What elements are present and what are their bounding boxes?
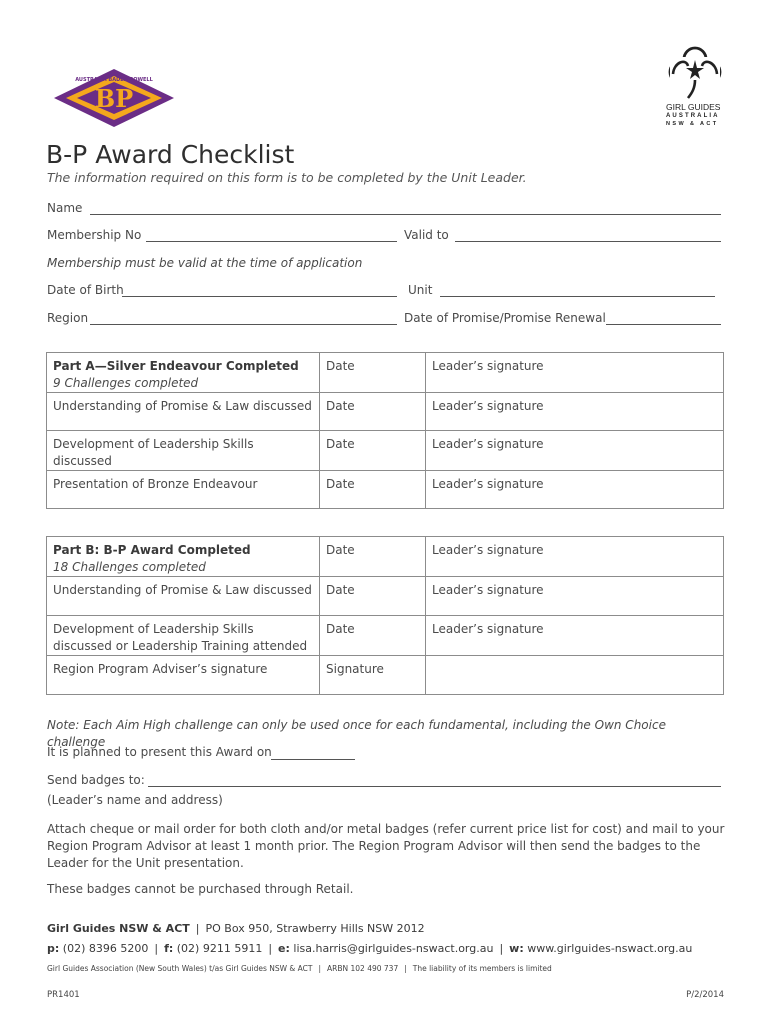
attach-paragraph: Attach cheque or mail order for both cloth and/or metal badges (refer current price list for cost) and mail to your Region Program Advisor at least 1 month prior. The Region Program Advisor will then send the badges to the Leader for the Unit presentation. bbox=[47, 822, 725, 870]
legal-name: Girl Guides Association (New South Wales) t/as Girl Guides NSW & ACT bbox=[47, 964, 313, 973]
name-field[interactable] bbox=[90, 214, 721, 215]
part-a-signature-cell[interactable]: Leader’s signature bbox=[426, 353, 724, 393]
send-badges-label: Send badges to: bbox=[47, 773, 145, 787]
footer-address-line: Girl Guides NSW & ACT | PO Box 950, Strawberry Hills NSW 2012 bbox=[47, 922, 425, 935]
signature-cell[interactable]: Leader’s signature bbox=[426, 616, 724, 656]
part-b-signature-cell[interactable]: Leader’s signature bbox=[426, 537, 724, 577]
signature-cell[interactable]: Leader’s signature bbox=[426, 577, 724, 616]
signature-cell[interactable]: Leader’s signature bbox=[426, 431, 724, 471]
fax-label: f: bbox=[164, 942, 174, 955]
girl-guides-wordmark bbox=[666, 102, 726, 128]
form-version: P/2/2014 bbox=[686, 990, 724, 1000]
date-cell[interactable]: Date bbox=[320, 616, 426, 656]
signature-cell[interactable]: Leader’s signature bbox=[426, 471, 724, 509]
footer-org: Girl Guides NSW & ACT bbox=[47, 922, 190, 935]
aim-high-note: Note: Each Aim High challenge can only be used once for each fundamental, including the Own Choice challenge bbox=[47, 718, 666, 749]
part-a-subtitle: 9 Challenges completed bbox=[53, 376, 199, 390]
table-row bbox=[47, 577, 724, 616]
table-row bbox=[47, 393, 724, 431]
part-b-date-cell[interactable]: Date bbox=[320, 537, 426, 577]
membership-no-label: Membership No bbox=[47, 228, 142, 242]
promise-date-label: Date of Promise/Promise Renewal bbox=[404, 311, 606, 325]
empty-cell[interactable] bbox=[426, 656, 724, 695]
footer-legal-line: Girl Guides Association (New South Wales) t/as Girl Guides NSW & ACT | ARBN 102 490 737 | The liability of its members is limited bbox=[47, 964, 552, 973]
date-cell[interactable]: Date bbox=[320, 393, 426, 431]
leader-address-label: (Leader’s name and address) bbox=[47, 793, 223, 807]
dob-field[interactable] bbox=[122, 296, 397, 297]
org-region: NSW & ACT bbox=[666, 121, 719, 127]
region-label: Region bbox=[47, 311, 89, 325]
footer-contact-line: p: (02) 8396 5200 | f: (02) 9211 5911 | e: lisa.harris@girlguides-nswact.org.au | w: www.girlguides-nswact.org.au bbox=[47, 942, 693, 955]
signature-cell[interactable]: Leader’s signature bbox=[426, 393, 724, 431]
part-a-header-cell bbox=[47, 353, 320, 393]
table-row bbox=[47, 656, 724, 695]
send-badges-field[interactable] bbox=[148, 786, 721, 787]
bp-ring-text: AUSTRALIA BADEN POWELL bbox=[75, 77, 153, 83]
bp-award-logo bbox=[50, 67, 178, 129]
email-label: e: bbox=[278, 942, 290, 955]
phone-value: (02) 8396 5200 bbox=[62, 942, 149, 955]
date-cell[interactable]: Date bbox=[320, 471, 426, 509]
planned-label: It is planned to present this Award on bbox=[47, 745, 272, 759]
web-label: w: bbox=[509, 942, 524, 955]
form-code: PR1401 bbox=[47, 990, 80, 1000]
row-label: Presentation of Bronze Endeavour bbox=[47, 471, 320, 509]
bp-initials: BP bbox=[94, 84, 134, 113]
part-b-subtitle: 18 Challenges completed bbox=[53, 560, 206, 574]
row-label: Region Program Adviser’s signature bbox=[47, 656, 320, 695]
part-b-header-row bbox=[47, 537, 724, 577]
legal-liability: The liability of its members is limited bbox=[412, 964, 552, 973]
valid-to-label: Valid to bbox=[404, 228, 449, 242]
row-label: Development of Leadership Skills discussed bbox=[47, 431, 320, 471]
membership-no-field[interactable] bbox=[146, 241, 397, 242]
org-name: GIRL GUIDES bbox=[666, 102, 721, 112]
web-link[interactable]: www.girlguides-nswact.org.au bbox=[527, 942, 693, 955]
dob-label: Date of Birth bbox=[47, 283, 124, 297]
table-row bbox=[47, 616, 724, 656]
promise-date-field[interactable] bbox=[606, 324, 721, 325]
page-title: B-P Award Checklist bbox=[46, 140, 295, 169]
part-a-date-cell[interactable]: Date bbox=[320, 353, 426, 393]
table-row bbox=[47, 471, 724, 509]
retail-note: These badges cannot be purchased through Retail. bbox=[47, 882, 354, 896]
membership-note: Membership must be valid at the time of application bbox=[47, 256, 363, 270]
region-signature-cell[interactable]: Signature bbox=[320, 656, 426, 695]
name-label: Name bbox=[47, 201, 83, 215]
table-row bbox=[47, 431, 724, 471]
unit-field[interactable] bbox=[440, 296, 715, 297]
legal-arbn: ARBN 102 490 737 bbox=[327, 964, 399, 973]
planned-date-field[interactable] bbox=[271, 759, 355, 760]
footer-address: PO Box 950, Strawberry Hills NSW 2012 bbox=[205, 922, 425, 935]
unit-label: Unit bbox=[408, 283, 433, 297]
part-a-title: Part A—Silver Endeavour Completed bbox=[53, 359, 299, 373]
part-b-table bbox=[46, 536, 724, 695]
date-cell[interactable]: Date bbox=[320, 431, 426, 471]
row-label: Understanding of Promise & Law discussed bbox=[47, 393, 320, 431]
fax-value: (02) 9211 5911 bbox=[176, 942, 263, 955]
region-field[interactable] bbox=[90, 324, 397, 325]
date-cell[interactable]: Date bbox=[320, 577, 426, 616]
row-label: Development of Leadership Skills discussed or Leadership Training attended bbox=[47, 616, 320, 656]
part-b-title: Part B: B-P Award Completed bbox=[53, 543, 251, 557]
part-b-header-cell bbox=[47, 537, 320, 577]
valid-to-field[interactable] bbox=[455, 241, 721, 242]
email-link[interactable]: lisa.harris@girlguides-nswact.org.au bbox=[293, 942, 494, 955]
part-a-table bbox=[46, 352, 724, 509]
part-a-header-row bbox=[47, 353, 724, 393]
page-subtitle: The information required on this form is to be completed by the Unit Leader. bbox=[47, 170, 527, 185]
org-country: AUSTRALIA bbox=[666, 113, 720, 119]
trefoil-icon bbox=[666, 44, 724, 102]
phone-label: p: bbox=[47, 942, 60, 955]
row-label: Understanding of Promise & Law discussed bbox=[47, 577, 320, 616]
